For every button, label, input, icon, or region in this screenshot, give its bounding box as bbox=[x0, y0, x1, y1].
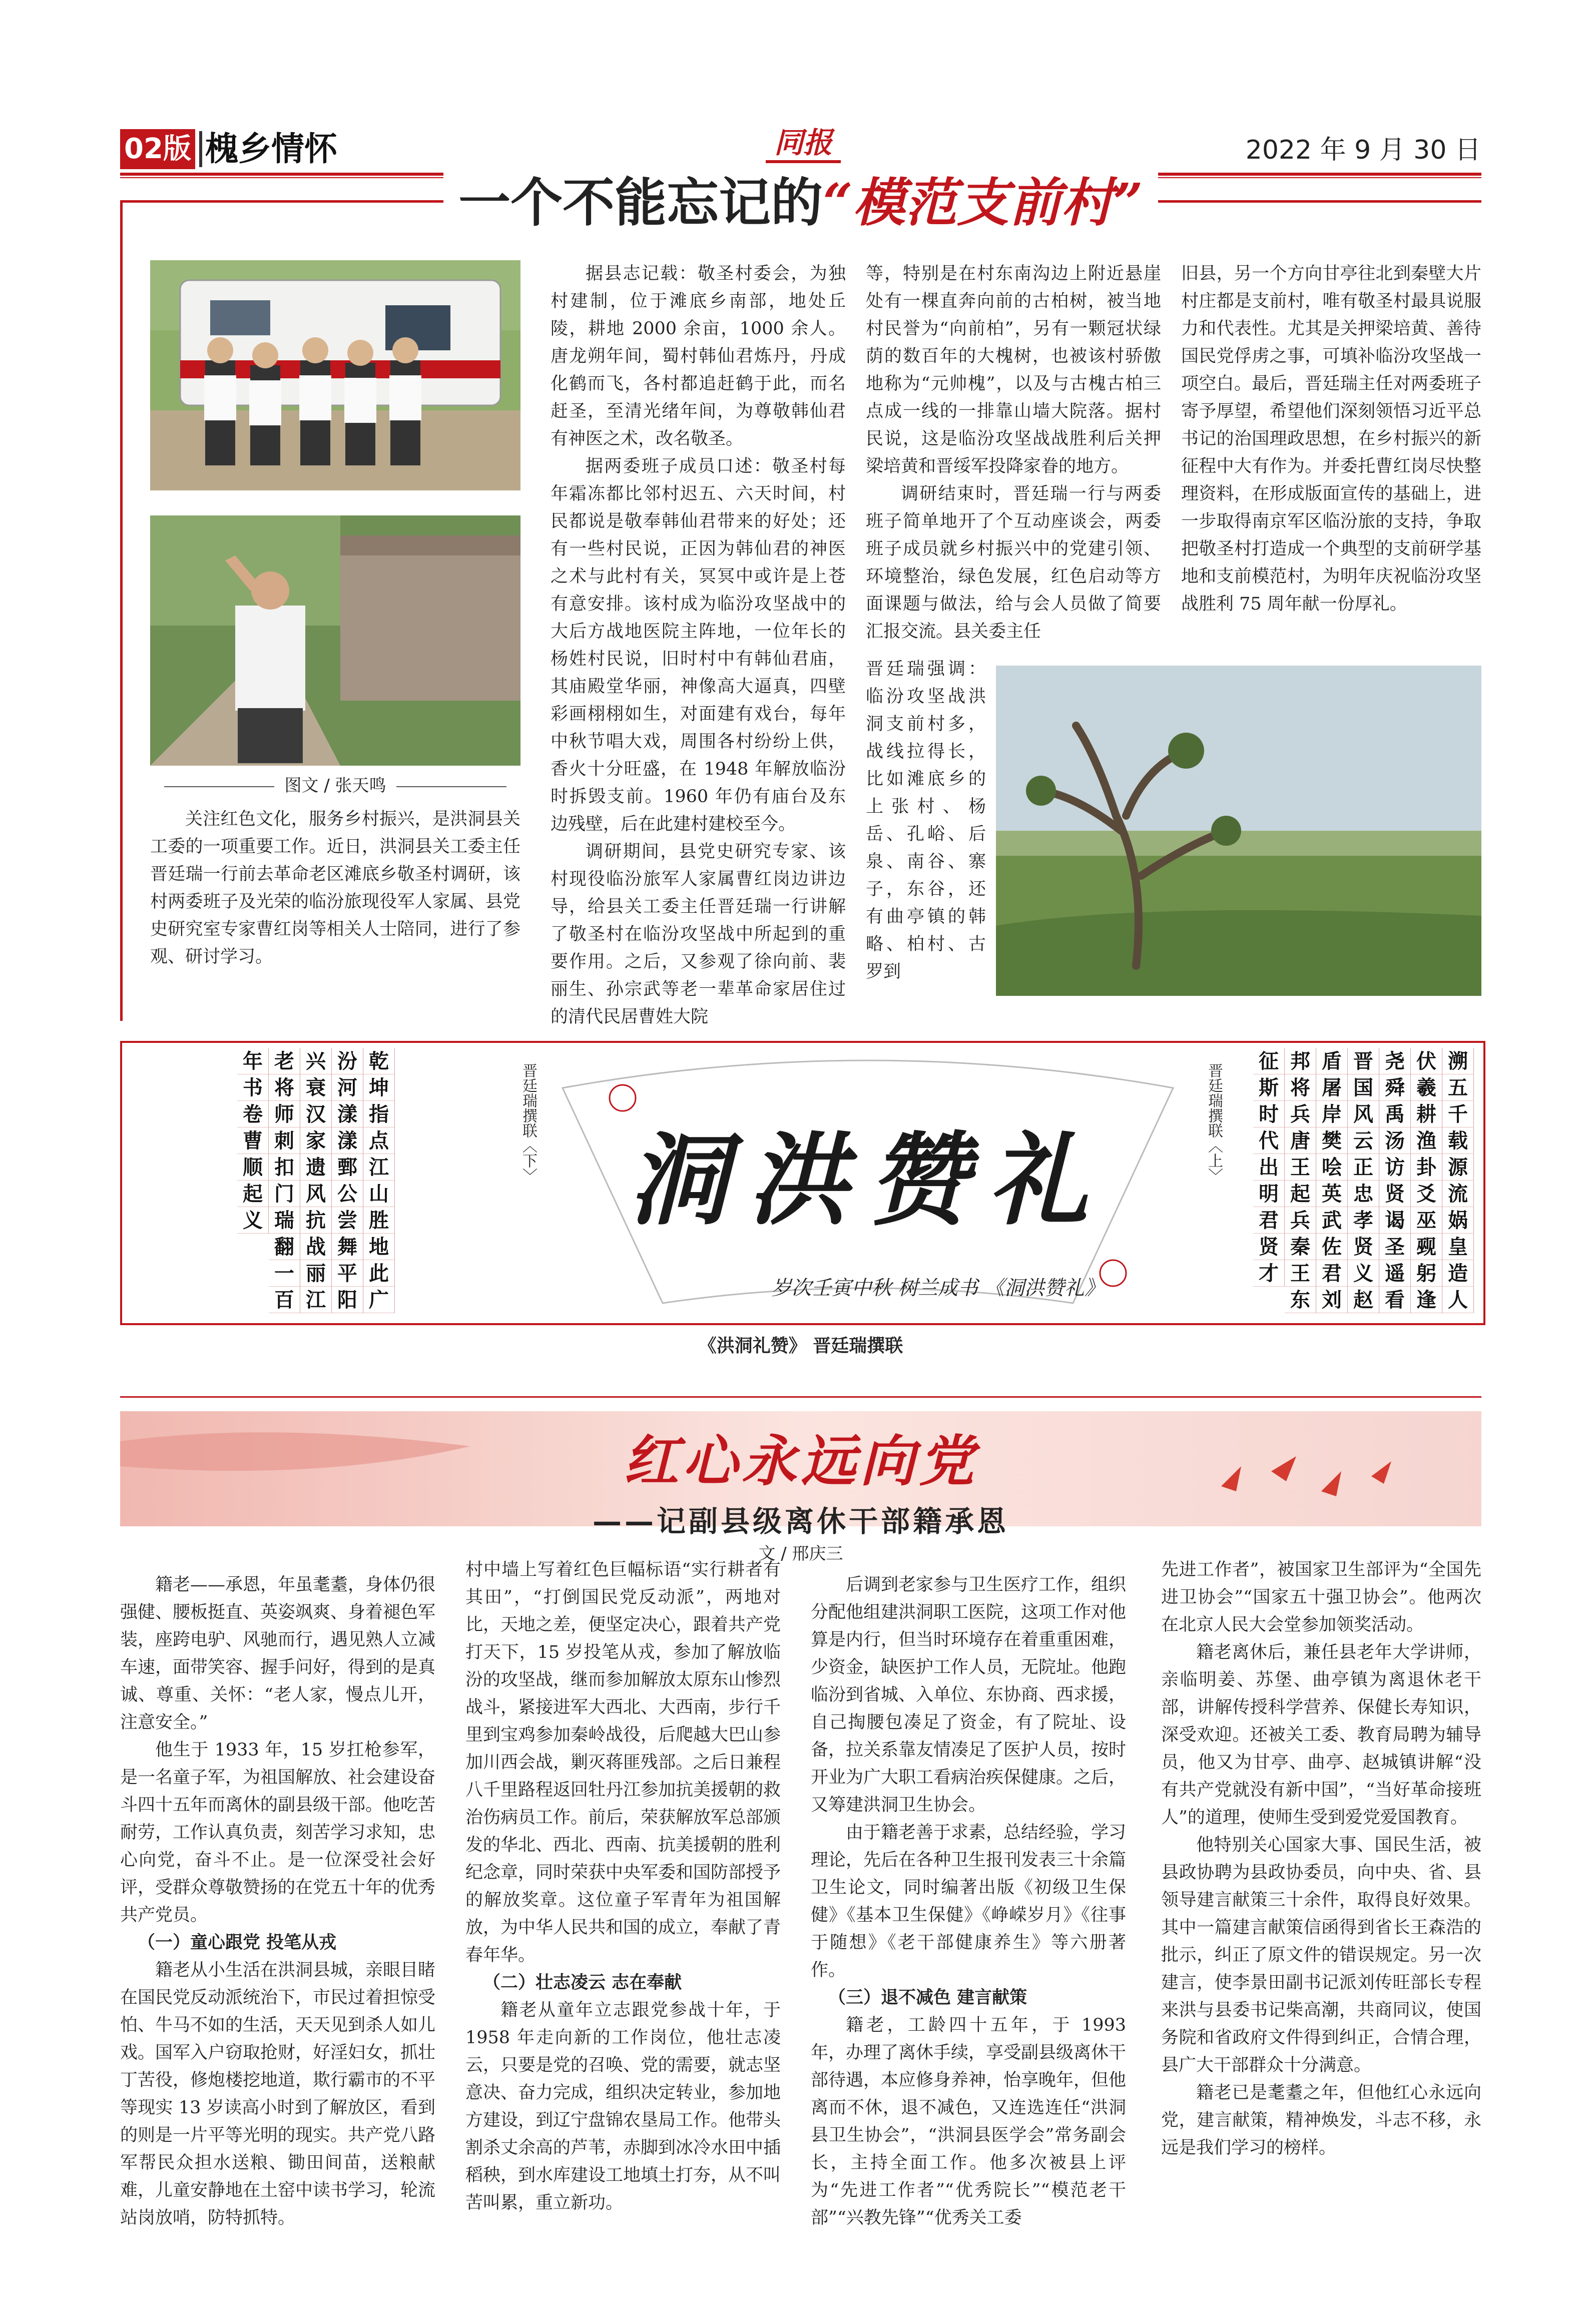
couplet-char: 正 bbox=[1348, 1154, 1379, 1181]
couplet-char: 屠 bbox=[1316, 1074, 1348, 1101]
paragraph: 他特别关心国家大事、国民生活，被县政协聘为县政协委员，向中央、省、县领导建言献策三十余件，取得良好效果。其中一篇建言献策信函得到省长王森浩的批示，纠正了原文件的错误规定。另一次建言，使李景田副书记派刘传旺部长专程来洪与县委书记柴高潮，共商同议，使国务院和省政府文件得到纠正，合情合理，县广大干部群众十分满意。 bbox=[1161, 1835, 1481, 2075]
couplet-char: 君 bbox=[1253, 1207, 1285, 1234]
couplet-char: 载 bbox=[1442, 1127, 1474, 1154]
couplet-char: 风 bbox=[1348, 1101, 1379, 1127]
couplet-char: 五 bbox=[1442, 1074, 1474, 1101]
couplet-char: 汤 bbox=[1379, 1127, 1411, 1154]
couplet-char: 觋 bbox=[1411, 1234, 1442, 1260]
article2-column-3 bbox=[1161, 1556, 1481, 2162]
photo-caption-text: 图文 / 张天鸣 bbox=[284, 776, 386, 796]
photo-group-rv bbox=[150, 260, 520, 490]
couplet-char: 唐 bbox=[1285, 1127, 1316, 1154]
couplet-char: 巫 bbox=[1411, 1207, 1442, 1234]
couplet-char: 舜 bbox=[1379, 1074, 1411, 1101]
couplet-char: 英 bbox=[1316, 1181, 1348, 1207]
couplet-char: 贤 bbox=[1253, 1234, 1285, 1260]
page-number-badge: 02版 bbox=[120, 129, 195, 169]
couplet-char: 此 bbox=[363, 1260, 395, 1287]
calligraphy-couplet-panel bbox=[120, 1041, 1485, 1325]
paragraph: 籍老离休后，兼任县老年大学讲师，亲临明姜、苏堡、曲亭镇为离退休老干部，讲解传授科学营养、保健长寿知识，深受欢迎。还被关工委、教育局聘为辅导员，他又为甘亭、曲亭、赵城镇讲解“没有共产党就没有新中国”，“当好革命接班人”的道理，使师生受到爱党爱国教育。 bbox=[1161, 1642, 1481, 1828]
couplet-char: 谒 bbox=[1379, 1207, 1411, 1234]
paragraph: 关注红色文化，服务乡村振兴，是洪洞县关工委的一项重要工作。近日，洪洞县关工委主任晋廷瑞一行前去革命老区滩底乡敬圣村调研，该村两委班子及光荣的临汾旅现役军人家属、县党史研究室专家曹红岗等相关人士陪同，进行了参观、研讨学习。 bbox=[150, 809, 520, 967]
couplet-char: 年 bbox=[237, 1048, 269, 1074]
couplet-char: 风 bbox=[300, 1181, 332, 1207]
couplet-char: 卷 bbox=[237, 1101, 269, 1127]
couplet-char: 点 bbox=[363, 1127, 395, 1154]
paragraph: 籍老从小生活在洪洞县城，亲眼目睹在国民党反动派统治下，市民过着担惊受怕、牛马不如的生活，天天见到杀人如儿戏。国军入户窃取抢财，好淫妇女，抓壮丁苦役，修炮楼挖地道，欺行霸市的不平等现实 13 岁读高小时到了解放区，看到的则是一片平等光明的现实。共产党八路军帮民众担水送粮、锄田间苗，送粮献难，儿童安静地在土窑中读书学习，轮流站岗放哨，防特抓特。 bbox=[120, 1960, 436, 2228]
article1-frame-left bbox=[120, 200, 123, 1021]
couplet-char: 老 bbox=[269, 1048, 300, 1074]
article2-column-1 bbox=[465, 1556, 781, 2217]
paragraph: 晋廷瑞强调：临汾攻坚战洪洞支前村多，战线拉得长，比如滩底乡的上张村、杨岳、孔峪、后泉、南谷、寨子，东谷，还有曲亭镇的韩略、柏村、古罗到 bbox=[866, 659, 986, 982]
couplet-char: 汾 bbox=[332, 1048, 363, 1074]
couplet-char: 王 bbox=[1285, 1260, 1316, 1287]
paragraph: 籍老——承恩，年虽耄耋，身体仍很强健、腰板挺直、英姿飒爽、身着褪色军装，座跨电驴、风驰而行，遇见熟人立减车速，面带笑容、握手问好，得到的是真诚、尊重、关怀：“老人家，慢点儿开，注意安全。” bbox=[120, 1575, 436, 1733]
couplet-char: 盾 bbox=[1316, 1048, 1348, 1074]
couplet-char: 武 bbox=[1316, 1207, 1348, 1234]
couplet-char: 翻 bbox=[269, 1234, 300, 1260]
couplet-char: 漾 bbox=[332, 1101, 363, 1127]
photo-caption bbox=[150, 773, 520, 798]
couplet-char: 汉 bbox=[300, 1101, 332, 1127]
couplet-left bbox=[237, 1048, 395, 1313]
couplet-char: 江 bbox=[363, 1154, 395, 1181]
couplet-char: 出 bbox=[1253, 1154, 1285, 1181]
couplet-char: 晋 bbox=[1348, 1048, 1379, 1074]
caption-rule-right bbox=[396, 786, 506, 787]
couplet-char: 伏 bbox=[1411, 1048, 1442, 1074]
paragraph: 村中墙上写着红色巨幅标语“实行耕者有其田”，“打倒国民党反动派”，两地对比，天地之差，便坚定决心，跟着共产党打天下，15 岁投笔从戎，参加了解放临汾的攻坚战，继而参加解放太原东山惨烈战斗，紧接进军大西北、大西南，步行千里到宝鸡参加秦岭战役，后爬越大巴山参加川西会战，剿灭蒋匪残部。之后日兼程八千里路程返回牡丹江参加抗美援朝的救治伤病员工作。前后，荣获解放军总部颁发的华北、西北、西南、抗美援朝的胜利纪念章，同时荣获中央军委和国防部授予的解放奖章。这位童子军青年为祖国解放，为中华人民共和国的成立，奉献了青春年华。 bbox=[465, 1560, 781, 1965]
couplet-char: 鄄 bbox=[332, 1154, 363, 1181]
couplet-char: 流 bbox=[1442, 1181, 1474, 1207]
article2-subtitle: ——记副县级离休干部籍承恩 bbox=[592, 1504, 1009, 1538]
couplet-char: 耕 bbox=[1411, 1101, 1442, 1127]
couplet-char: 义 bbox=[237, 1207, 269, 1234]
couplet-char: 尧 bbox=[1379, 1048, 1411, 1074]
couplet-char: 兵 bbox=[1285, 1207, 1316, 1234]
couplet-char: 阳 bbox=[332, 1287, 363, 1313]
couplet-char: 溯 bbox=[1442, 1048, 1474, 1074]
couplet-char: 瑞 bbox=[269, 1207, 300, 1234]
couplet-char: 皇 bbox=[1442, 1234, 1474, 1260]
couplet-char: 曹 bbox=[237, 1127, 269, 1154]
article2-author: 文 / 邢庆三 bbox=[758, 1544, 843, 1564]
couplet-char: 抗 bbox=[300, 1207, 332, 1234]
couplet-char: 造 bbox=[1442, 1260, 1474, 1287]
couplet-char: 扣 bbox=[269, 1154, 300, 1181]
couplet-char: 顺 bbox=[237, 1154, 269, 1181]
section-heading: （一）童心跟党 投笔从戎 bbox=[138, 1933, 337, 1953]
paragraph: 据县志记载：敬圣村委会，为独村建制，位于滩底乡南部，地处丘陵，耕地 2000 余亩，1000 余人。唐龙朔年间，蜀村韩仙君炼丹，丹成化鹤而飞，各村都追赶鹤于此，而名赶圣，至清光绪年间，为尊敬韩仙君有神医之术，改名敬圣。 bbox=[551, 264, 846, 449]
couplet-char: 义 bbox=[1348, 1260, 1379, 1287]
couplet-char: 逢 bbox=[1411, 1287, 1442, 1313]
couplet-char: 刺 bbox=[269, 1127, 300, 1154]
couplet-char: 衰 bbox=[300, 1074, 332, 1101]
paragraph: 后调到老家参与卫生医疗工作，组织分配他组建洪洞职工医院，这项工作对他算是内行，但当时环境存在着重重困难，少资金，缺医护工作人员，无院址。他跑临汾到省城、入单位、东协商、西求援，自己掏腰包凑足了资金，有了院址、设备，拉关系靠友情凑足了医护人员，按时开业为广大职工看病治疾保健康。之后，又筹建洪洞卫生协会。 bbox=[811, 1575, 1127, 1815]
calligraphy-inscription: 岁次壬寅中秋 树兰成书 《洞洪赞礼》 bbox=[771, 1277, 1105, 1300]
couplet-char: 时 bbox=[1253, 1101, 1285, 1127]
couplet-char: 征 bbox=[1253, 1048, 1285, 1074]
couplet-char: 起 bbox=[237, 1181, 269, 1207]
couplet-char: 娲 bbox=[1442, 1207, 1474, 1234]
calligraphy-caption: 《洪洞礼赞》 晋廷瑞撰联 bbox=[698, 1336, 903, 1356]
couplet-char: 一 bbox=[269, 1260, 300, 1287]
couplet-char: 看 bbox=[1379, 1287, 1411, 1313]
couplet-char: 忠 bbox=[1348, 1181, 1379, 1207]
couplet-char: 刘 bbox=[1316, 1287, 1348, 1313]
paragraph: 籍老从童年立志跟党参战十年，于 1958 年走向新的工作岗位，他壮志凌云，只要是党的召唤、党的需要，就志坚意决、奋力完成，组织决定转业，参加地方建设，到辽宁盘锦农垦局工作。他带头割杀丈余高的芦苇，赤脚到冰冷水田中插稻秧，到水库建设工地填土打夯，从不叫苦叫累，重立新功。 bbox=[465, 2000, 781, 2213]
couplet-char: 指 bbox=[363, 1101, 395, 1127]
couplet-char: 将 bbox=[269, 1074, 300, 1101]
couplet-char: 贤 bbox=[1348, 1234, 1379, 1260]
couplet-char: 佐 bbox=[1316, 1234, 1348, 1260]
article1-title bbox=[120, 160, 1481, 245]
paragraph: 他生于 1933 年，15 岁扛枪参军，是一名童子军，为祖国解放、社会建设奋斗四十五年而离休的副县级干部。他吃苦耐劳，工作认真负责，刻苦学习求知，忠心向党，奋斗不止。是一位深受社会好评，受群众尊敬赞扬的在党五十年的优秀共产党员。 bbox=[120, 1740, 436, 1925]
couplet-char: 秦 bbox=[1285, 1234, 1316, 1260]
article1-column-3 bbox=[1181, 260, 1481, 618]
couplet-char: 代 bbox=[1253, 1127, 1285, 1154]
couplet-char: 爻 bbox=[1411, 1181, 1442, 1207]
couplet-char: 孝 bbox=[1348, 1207, 1379, 1234]
paragraph: 等，特别是在村东南沟边上附近悬崖处有一棵直奔向前的古柏树，被当地村民誉为“向前柏”，另有一颗冠状绿荫的数百年的大槐树，也被该村骄傲地称为“元帅槐”，以及与古槐古柏三点成一线的一排靠山墙大院落。据村民说，这是临汾攻坚战战胜利后关押梁培黄和晋绥军投降家眷的地方。 bbox=[866, 264, 1161, 476]
couplet-char: 河 bbox=[332, 1074, 363, 1101]
couplet-char: 云 bbox=[1348, 1127, 1379, 1154]
couplet-char: 丽 bbox=[300, 1260, 332, 1287]
paragraph: 由于籍老善于求素，总结经验，学习理论，先后在各种卫生报刊发表三十余篇卫生论文，同时编著出版《初级卫生保健》《基本卫生保健》《峥嵘岁月》《往事于随想》《老干部健康养生》等六册著作。 bbox=[811, 1823, 1127, 1980]
couplet-char: 师 bbox=[269, 1101, 300, 1127]
couplet-char: 坤 bbox=[363, 1074, 395, 1101]
couplet-char: 公 bbox=[332, 1181, 363, 1207]
couplet-char: 源 bbox=[1442, 1154, 1474, 1181]
article1-column-1 bbox=[551, 260, 846, 1031]
article2-rule bbox=[120, 1396, 1481, 1398]
couplet-char: 贤 bbox=[1379, 1181, 1411, 1207]
couplet-char: 王 bbox=[1285, 1154, 1316, 1181]
couplet-char: 人 bbox=[1442, 1287, 1474, 1313]
couplet-left-signature: 晋廷瑞撰联〈下〉 bbox=[519, 1063, 537, 1183]
couplet-char: 乾 bbox=[363, 1048, 395, 1074]
article2-title: 红心永远向党 bbox=[624, 1429, 978, 1493]
article1-title-prefix: 一个不能忘记的 bbox=[458, 172, 823, 233]
couplet-char: 明 bbox=[1253, 1181, 1285, 1207]
article1-column-2 bbox=[866, 260, 1161, 646]
couplet-char: 将 bbox=[1285, 1074, 1316, 1101]
couplet-char: 国 bbox=[1348, 1074, 1379, 1101]
couplet-char: 兴 bbox=[300, 1048, 332, 1074]
couplet-char: 平 bbox=[332, 1260, 363, 1287]
couplet-char: 尝 bbox=[332, 1207, 363, 1234]
couplet-char: 卦 bbox=[1411, 1154, 1442, 1181]
couplet-char: 江 bbox=[300, 1287, 332, 1313]
couplet-char: 圣 bbox=[1379, 1234, 1411, 1260]
couplet-char: 访 bbox=[1379, 1154, 1411, 1181]
couplet-char: 千 bbox=[1442, 1101, 1474, 1127]
couplet-char: 山 bbox=[363, 1181, 395, 1207]
couplet-char: 遗 bbox=[300, 1154, 332, 1181]
couplet-char: 君 bbox=[1316, 1260, 1348, 1287]
couplet-char: 禹 bbox=[1379, 1101, 1411, 1127]
couplet-char: 百 bbox=[269, 1287, 300, 1313]
couplet-char: 邦 bbox=[1285, 1048, 1316, 1074]
couplet-char: 战 bbox=[300, 1234, 332, 1260]
article2-column-2 bbox=[811, 1571, 1126, 2232]
issue-date: 2022 年 9 月 30 日 bbox=[1245, 135, 1481, 165]
photo-ancient-cypress bbox=[996, 666, 1481, 996]
article1-column-0 bbox=[150, 806, 520, 971]
caption-rule-left bbox=[164, 786, 274, 787]
couplet-char: 东 bbox=[1285, 1287, 1316, 1313]
couplet-char: 起 bbox=[1285, 1181, 1316, 1207]
couplet-char: 樊 bbox=[1316, 1127, 1348, 1154]
couplet-char: 躬 bbox=[1411, 1260, 1442, 1287]
section-heading: （二）壮志凌云 志在奉献 bbox=[483, 1973, 682, 1993]
article2-column-0 bbox=[120, 1571, 435, 2232]
couplet-char: 门 bbox=[269, 1181, 300, 1207]
couplet-char: 遥 bbox=[1379, 1260, 1411, 1287]
couplet-char: 羲 bbox=[1411, 1074, 1442, 1101]
couplet-char: 兵 bbox=[1285, 1101, 1316, 1127]
couplet-char: 哙 bbox=[1316, 1154, 1348, 1181]
paragraph: 旧县，另一个方向甘亭往北到秦壁大片村庄都是支前村，唯有敬圣村最具说服力和代表性。尤其是关押梁培黄、善待国民党俘虏之事，可填补临汾攻坚战一项空白。最后，晋廷瑞主任对两委班子寄予厚望，希望他们深刻领悟习近平总书记的治国理政思想，在乡村振兴的新征程中大有作为。并委托曹红岗尽快整理资料，在形成版面宣传的基础上，进一步取得南京军区临汾旅的支持，争取把敬圣村打造成一个典型的支前研学基地和支前模范村，为明年庆祝临汾攻坚战胜利 75 周年献一份厚礼。 bbox=[1181, 264, 1481, 614]
couplet-char: 漾 bbox=[332, 1127, 363, 1154]
couplet-char: 赵 bbox=[1348, 1287, 1379, 1313]
couplet-char: 地 bbox=[363, 1234, 395, 1260]
couplet-char: 家 bbox=[300, 1127, 332, 1154]
paragraph: 籍老，工龄四十五年，于 1993 年，办理了离休手续，享受副县级离休干部待遇，本应修身养神，怡享晚年，但他离而不休，退不减色，又连选连任“洪洞县卫生协会”，“洪洞县医学会”常务副会长，主持全面工作。他多次被县上评为“先进工作者”“优秀院长”“模范老干部”“兴教先锋”“优秀关工委 bbox=[811, 2015, 1127, 2228]
couplet-char: 广 bbox=[363, 1287, 395, 1313]
paragraph: 籍老已是耄耋之年，但他红心永远向党，建言献策，精神焕发，斗志不移，永远是我们学习的榜样。 bbox=[1161, 2083, 1481, 2158]
couplet-char: 斯 bbox=[1253, 1074, 1285, 1101]
paragraph: 调研期间，县党史研究专家、该村现役临汾旅军人家属曹红岗边讲边导，给县关工委主任晋廷瑞一行讲解了敬圣村在临汾攻坚战中所起到的重要作用。之后，又参观了徐向前、裴丽生、孙宗武等老一辈革命家居住过的清代民居曹姓大院 bbox=[551, 842, 846, 1027]
couplet-char: 舞 bbox=[332, 1234, 363, 1260]
couplet-char: 胜 bbox=[363, 1207, 395, 1234]
paragraph: 据两委班子成员口述：敬圣村每年霜冻都比邻村迟五、六天时间，村民都说是敬奉韩仙君带来的好处；还有一些村民说，正因为韩仙君的神医之术与此村有关，冥冥中或许是上苍有意安排。该村成为临汾攻坚战中的大后方战地医院主阵地，一位年长的杨姓村民说，旧时村中有韩仙君庙，其庙殿堂华丽，神像高大逼真，四壁彩画栩栩如生，对面建有戏台，每年中秋节唱大戏，周围各村纷纷上供，香火十分旺盛，在 1948 年解放临汾时拆毁支前。1960 年仍有庙台及东边残壁，后在此建村建校至今。 bbox=[551, 456, 846, 834]
paragraph: 先进工作者”，被国家卫生部评为“全国先进卫协会”“国家五十强卫协会”。他两次在北京人民大会堂参加领奖活动。 bbox=[1161, 1560, 1481, 1635]
couplet-char: 岸 bbox=[1316, 1101, 1348, 1127]
section-heading: （三）退不减色 建言献策 bbox=[828, 1988, 1027, 2008]
article1-column-2-narrow bbox=[866, 656, 986, 986]
masthead-logo: 同报 bbox=[766, 125, 841, 163]
couplet-right bbox=[1253, 1048, 1474, 1313]
couplet-char: 书 bbox=[237, 1074, 269, 1101]
calligraphy-title: 洞洪赞礼 bbox=[627, 1121, 1108, 1239]
couplet-right-signature: 晋廷瑞撰联〈上〉 bbox=[1205, 1063, 1223, 1183]
column-title: 槐乡情怀 bbox=[205, 130, 337, 168]
paragraph: 调研结束时，晋廷瑞一行与两委班子简单地开了个互动座谈会，两委班子成员就乡村振兴中的党建引领、环境整治，绿色发展，红色启动等方面课题与做法，给与会人员做了简要汇报交流。县关委主任 bbox=[866, 484, 1161, 642]
article1-title-highlight: “模范支前村” bbox=[823, 172, 1143, 233]
couplet-char: 才 bbox=[1253, 1260, 1285, 1287]
couplet-char: 渔 bbox=[1411, 1127, 1442, 1154]
photo-man-saluting bbox=[150, 515, 520, 766]
